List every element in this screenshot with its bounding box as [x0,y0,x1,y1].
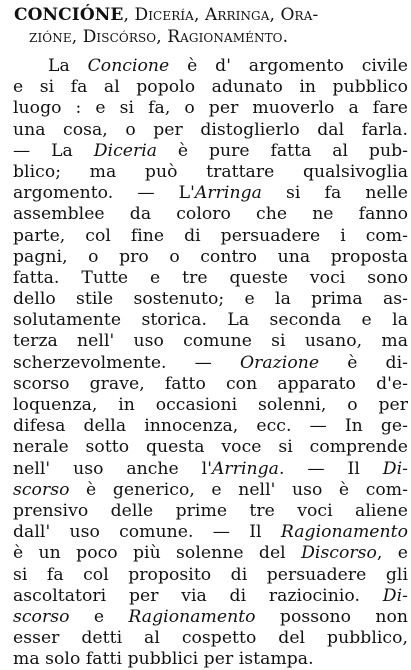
body-line [13,162,408,183]
text-run: e [69,606,129,627]
body-line [13,353,408,374]
text-run: parte, col fine di persuadere i com- [13,225,408,246]
headword-concione: CONCIÓNE [14,5,124,25]
heading-separator: , [156,27,168,47]
text-run: terza nell' uso comune si usano, ma [13,331,408,352]
body-line [13,226,408,247]
term-italic: Discorso [301,543,377,564]
text-run: è d' argomento civile [169,56,408,76]
body-line [13,77,408,98]
text-run: è un poco più solenne del [13,543,302,564]
body-line [13,416,408,437]
text-run: La [48,56,88,76]
body-line [13,437,408,458]
text-run: una cosa, o per distoglierlo dal farla. [13,119,408,140]
text-run: prensivo delle prime tre voci aliene [13,500,408,521]
heading-separator: , [71,27,83,47]
body-line [13,459,408,480]
text-run: fatta. Tutte e tre queste voci sono [13,267,408,288]
body-line [13,628,408,649]
body-line [13,120,408,141]
text-run: esser detti al cospetto del pubblico, [13,628,408,649]
term-italic: Arringa [194,183,262,204]
heading-separator: , [193,5,205,25]
text-run: loquenza, in occasioni solenni, o per [13,395,408,415]
term-italic: scorso [13,479,70,500]
term-italic: Arringa [211,458,279,479]
body-line [13,204,408,225]
text-run: è di- [319,352,408,373]
text-run: dello stile sostenuto; e la prima as- [13,289,408,310]
term-italic: Concione [87,56,170,76]
text-run: si fa col proposito di persuadere gli [13,564,408,585]
body-line [13,607,408,628]
body-line [13,98,408,119]
text-run: scherzevolmente. — [13,352,240,373]
text-run: blico; ma può trattare qualsivoglia [13,161,408,182]
text-run: — La [13,140,94,161]
text-run: solutamente storica. La seconda e la [13,310,408,331]
text-run: . — Il [278,458,383,479]
term-italic: Ragionamento [280,522,408,543]
headword-diceria: Dicería [134,5,194,25]
term-italic: Di- [382,585,408,606]
body-line [13,522,408,543]
term-italic: Diceria [93,140,158,161]
entry-heading [14,4,404,48]
text-run: nerale sotto questa voce si comprende [13,437,408,458]
text-run: è pure fatta al pub- [157,140,409,161]
body-line [13,543,408,564]
body-line [13,586,408,607]
body-line [13,247,408,268]
text-run: nell' uso anche l' [13,458,212,479]
body-line [13,331,408,352]
heading-separator: , [123,5,135,25]
heading-end-period: . [282,27,289,47]
text-run: luogo : e si fa, o per muoverlo a fare [13,98,408,119]
text-run: ma solo fatti pubblici per istampa. [13,649,314,670]
text-run: pagni, o pro o contro una proposta [13,246,408,267]
body-line [13,141,408,162]
term-italic: Orazione [240,352,320,373]
headword-orazione-part1: Ora- [280,5,319,25]
term-italic: scorso [13,606,70,627]
body-line [13,310,408,331]
term-italic: Ragionamento [128,606,256,627]
term-italic: Di- [382,458,408,479]
body-line [13,395,408,416]
text-run: assemblee da coloro che ne fanno [13,204,408,225]
text-run: ascoltatori per via di raziocinio. [13,585,383,606]
text-run: difesa della innocenza, ecc. — In ge- [13,416,408,437]
heading-line-2 [14,26,404,48]
headword-discorso: Discórso [82,27,157,47]
headword-orazione-part2: zióne [29,27,72,47]
text-run: è generico, e nell' uso è com- [69,479,408,500]
text-run: si fa nelle [261,183,408,204]
text-run: e si fa al popolo adunato in pubblico [13,77,408,98]
entry-body [13,56,408,670]
text-run: possono non [255,606,408,627]
text-run: , e [376,543,408,564]
heading-line-1 [14,4,404,26]
body-line [13,649,408,670]
body-line [13,289,408,310]
body-line [13,374,408,395]
text-run: dall' uso comune. — Il [13,522,281,543]
body-line [13,480,408,501]
text-run: argomento. — L' [13,183,195,204]
body-line [13,56,408,77]
heading-separator: , [269,5,281,25]
body-line [13,268,408,289]
headword-ragionamento: Ragionaménto [167,27,283,47]
body-line [13,183,408,204]
body-line [13,501,408,522]
body-line [13,565,408,586]
headword-arringa: Arringa [204,5,270,25]
text-run: scorso grave, fatto con apparato d'e- [13,373,408,394]
